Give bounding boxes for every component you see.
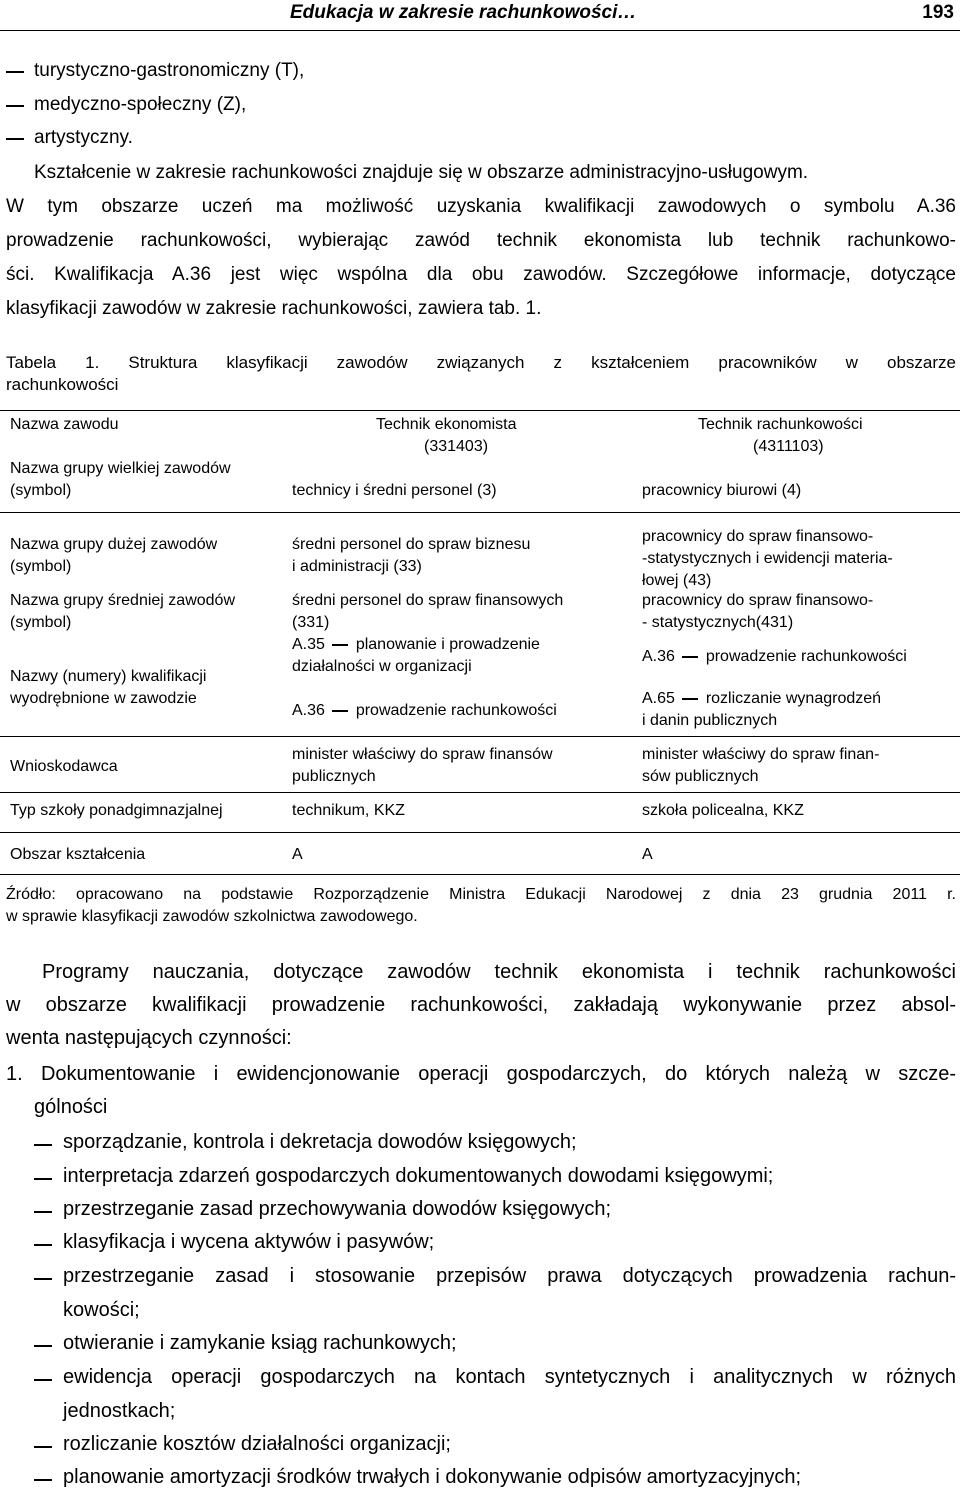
dash-bullet-icon	[34, 1211, 52, 1213]
table-cell: A.35 planowanie i prowadzenie	[292, 636, 540, 653]
dash-bullet-icon	[34, 1144, 52, 1146]
page-header	[0, 0, 960, 31]
dash-bullet-icon	[34, 1479, 52, 1481]
table-rule	[0, 832, 960, 833]
table-cell: Technik rachunkowości	[698, 416, 863, 433]
table-cell: średni personel do spraw biznesu	[292, 536, 531, 553]
table-cell: pracownicy biurowi (4)	[642, 482, 802, 499]
table-cell: publicznych	[292, 768, 376, 785]
programs-paragraph: Programy nauczania, dotyczące zawodów technik ekonomista i technik rachunkowości w obszarze kwalifikacji prowadzenie rachunkowości, zakładają wykonywanie przez absol- wenta następujących czynności:	[6, 961, 956, 1049]
row-label: Nazwy (numery) kwalifikacji	[10, 668, 207, 685]
dash-bullet-icon	[34, 1446, 52, 1448]
row-label: Obszar kształcenia	[10, 846, 146, 863]
row-label: Typ szkoły ponadgimnazjalnej	[10, 802, 223, 819]
table-cell: A	[292, 846, 303, 863]
table-cell: sów publicznych	[642, 768, 759, 785]
row-label: wyodrębnione w zawodzie	[10, 690, 197, 707]
dash-bullet-icon	[34, 1244, 52, 1246]
dash-icon	[682, 698, 698, 700]
table-cell: (331403)	[424, 438, 489, 455]
table-cell: i danin publicznych	[642, 712, 778, 729]
row-label: (symbol)	[10, 482, 72, 499]
row-label: (symbol)	[10, 558, 72, 575]
row-label: (symbol)	[10, 614, 72, 631]
dash-icon	[332, 710, 348, 712]
row-label: Nazwa zawodu	[10, 416, 119, 433]
row-label: Nazwa grupy średniej zawodów	[10, 592, 235, 609]
table-cell: działalności w organizacji	[292, 658, 472, 675]
table-cell: łowej (43)	[642, 572, 712, 589]
table-cell: szkoła policealna, KKZ	[642, 802, 804, 819]
table-cell: (331)	[292, 614, 330, 631]
dash-bullet-icon	[34, 1345, 52, 1347]
dash-bullet-icon	[34, 1379, 52, 1381]
table-cell: A.36 prowadzenie rachunkowości	[642, 648, 907, 665]
intro-paragraph: Kształcenie w zakresie rachunkowości znajduje się w obszarze administracyjno-usługowym. W tym obszarze uczeń ma możliwość uzyskania kwalifikacji zawodowych o symbolu A.36 prowadzenie rachunkowości, wybierając zawód technik ekonomista lub technik rachunkowo- ści. Kwalifikacja A.36 jest więc wspólna dla obu zawodów. Szczegółowe informacje, dotyczące klasyfikacji zawodów w zakresie rachunkowości, zawiera tab. 1.	[6, 162, 956, 319]
table-cell: pracownicy do spraw finansowo-	[642, 592, 874, 609]
table-cell: pracownicy do spraw finansowo-	[642, 528, 874, 545]
dash-bullet-icon	[34, 1178, 52, 1180]
table-cell: -statystycznych i ewidencji materia-	[642, 550, 893, 567]
table-cell: A.36 prowadzenie rachunkowości	[292, 702, 557, 719]
running-title: Edukacja w zakresie rachunkowości…	[290, 2, 637, 23]
table-cell: A.65 rozliczanie wynagrodzeń	[642, 690, 882, 707]
table-cell: minister właściwy do spraw finansów	[292, 746, 553, 763]
row-label: Nazwa grupy dużej zawodów	[10, 536, 218, 553]
table-rule	[0, 874, 960, 875]
table-rule	[0, 512, 960, 513]
source-note: Źródło: opracowano na podstawie Rozporządzenie Ministra Edukacji Narodowej z dnia 23 grudnia 2011 r. w sprawie klasyfikacji zawodów szkolnictwa zawodowego.	[6, 886, 956, 925]
table-rule	[0, 736, 960, 737]
table-cell: i administracji (33)	[292, 558, 422, 575]
numbered-item: 1. Dokumentowanie i ewidencjonowanie operacji gospodarczych, do których należą w szcze- gólności	[6, 1063, 956, 1118]
table-cell: średni personel do spraw finansowych	[292, 592, 564, 609]
page-number: 193	[922, 2, 954, 23]
dash-bullet-icon	[6, 138, 24, 140]
dash-bullet-icon	[34, 1278, 52, 1280]
row-label: Wnioskodawca	[10, 758, 118, 775]
table-cell: technicy i średni personel (3)	[292, 482, 497, 499]
dash-icon	[332, 644, 348, 646]
dash-bullet-icon	[6, 71, 24, 73]
dash-icon	[682, 656, 698, 658]
table-caption: Tabela 1. Struktura klasyfikacji zawodów związanych z kształceniem pracowników w obszarze rachunkowości	[6, 353, 956, 394]
table-cell: technikum, KKZ	[292, 802, 405, 819]
table-rule	[0, 792, 960, 793]
table-cell: (4311103)	[753, 438, 824, 455]
table-cell: A	[642, 846, 653, 863]
table-cell: minister właściwy do spraw finan-	[642, 746, 880, 763]
row-label: Nazwa grupy wielkiej zawodów	[10, 460, 231, 477]
table-rule	[0, 410, 960, 411]
table-cell: Technik ekonomista	[376, 416, 517, 433]
dash-bullet-icon	[6, 105, 24, 107]
table-cell: - statystycznych(431)	[642, 614, 794, 631]
